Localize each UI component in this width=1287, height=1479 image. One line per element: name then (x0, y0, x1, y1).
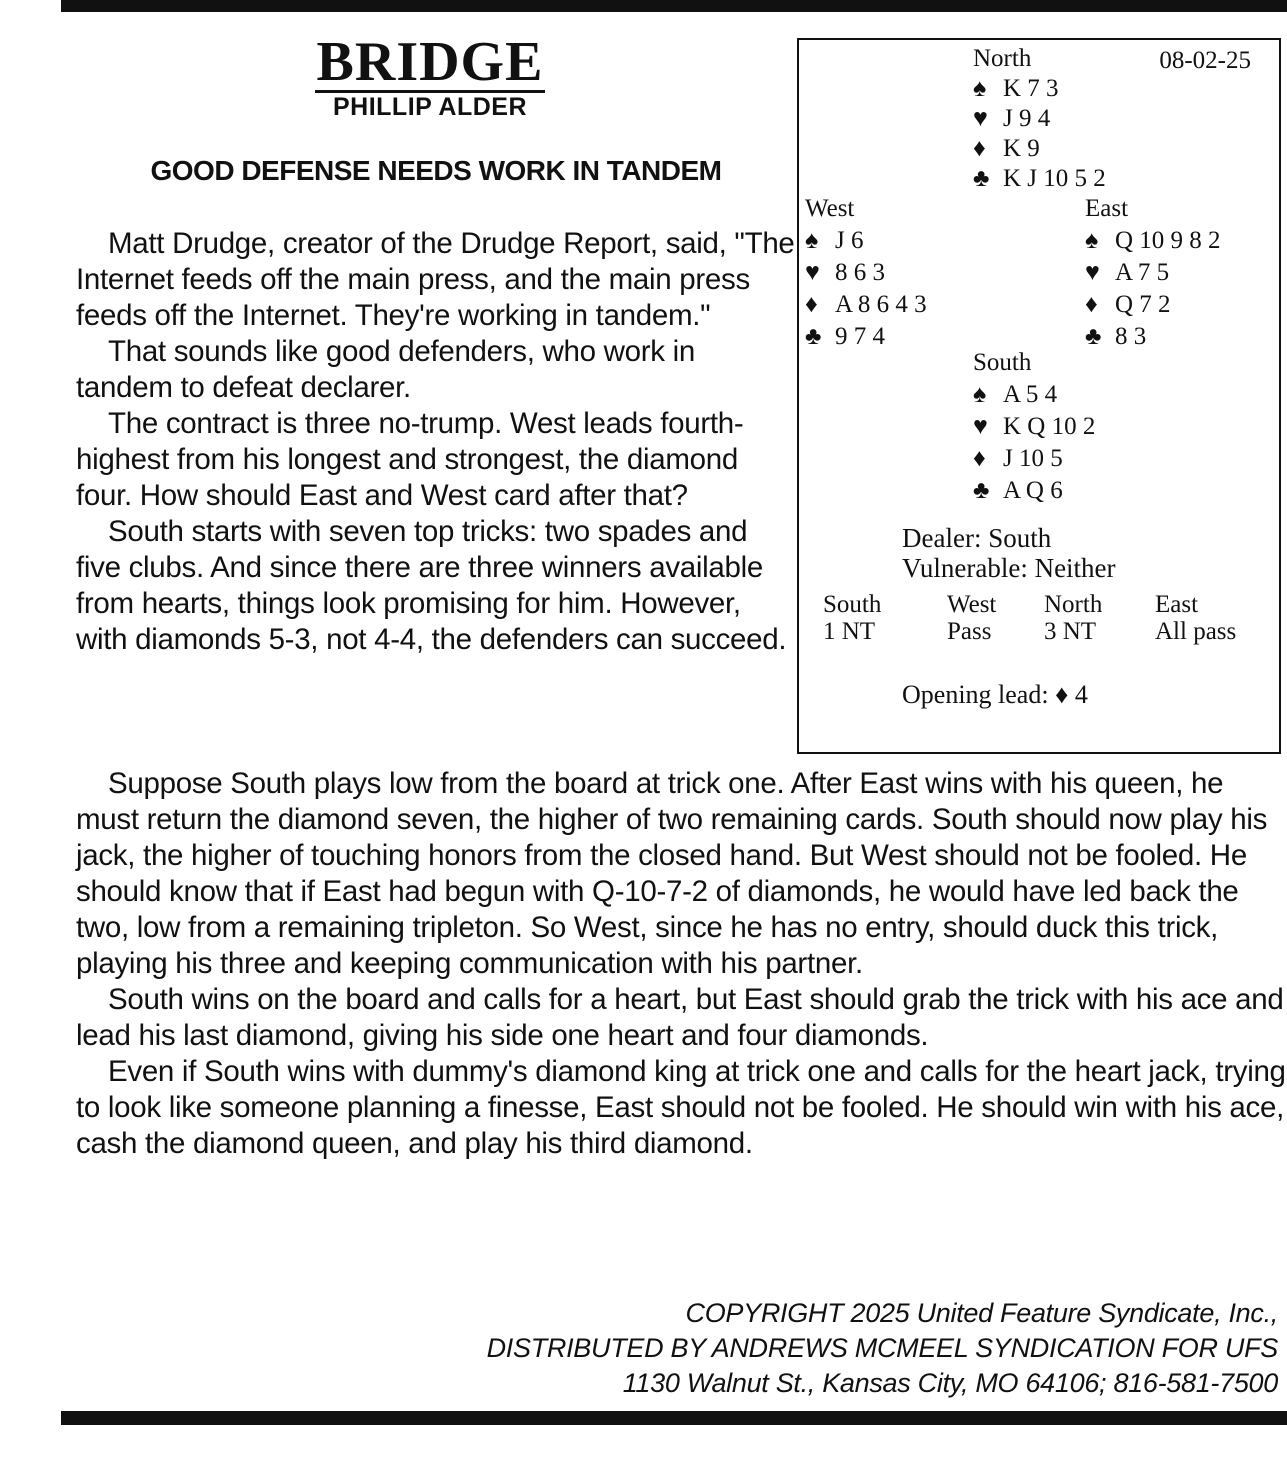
paragraph: South wins on the board and calls for a heart, but East should grab the trick with his ace and lead his last diamond, giving his side one heart and four diamonds. (76, 983, 1284, 1052)
west-label: West (805, 195, 855, 222)
auction-header-south: South (823, 591, 882, 618)
paragraph: That sounds like good defenders, who work in tandem to defeat declarer. (76, 335, 695, 404)
heart-icon: ♥ (973, 413, 988, 440)
paragraph: Even if South wins with dummy's diamond king at trick one and calls for the heart jack, trying to look like someone planning a finesse, East should not be fooled. He should win with his ace, cash the diamond queen, and play his third diamond. (76, 1055, 1286, 1160)
top-rule (61, 0, 1287, 12)
west-hearts: ♥ 8 6 3 (805, 259, 885, 286)
opening-lead: Opening lead: ♦ 4 (902, 680, 1088, 709)
paragraph: The contract is three no-trump. West leads fourth-highest from his longest and strongest, the diamond four. How should East and West card after that? (76, 407, 744, 512)
south-spades: ♠ A 5 4 (973, 381, 1058, 408)
west-spades: ♠ J 6 (805, 227, 864, 254)
article-body-narrow (76, 226, 796, 658)
west-diamonds: ♦ A 8 6 4 3 (805, 291, 927, 318)
north-spades: ♠ K 7 3 (973, 75, 1059, 102)
north-hearts: ♥ J 9 4 (973, 105, 1051, 132)
vulnerability: Vulnerable: Neither (902, 553, 1116, 583)
auction-bid-south: 1 NT (823, 618, 876, 645)
south-diamonds: ♦ J 10 5 (973, 445, 1063, 472)
column-author: PHILLIP ALDER (332, 93, 527, 121)
east-label: East (1085, 195, 1129, 222)
club-icon: ♣ (973, 477, 990, 504)
club-icon: ♣ (805, 323, 822, 350)
article-body-wide (76, 766, 1286, 1162)
south-label: South (973, 349, 1032, 376)
east-diamonds: ♦ Q 7 2 (1085, 291, 1171, 318)
spade-icon: ♠ (1085, 227, 1099, 254)
east-clubs: ♣ 8 3 (1085, 323, 1147, 350)
south-hearts: ♥ K Q 10 2 (973, 413, 1096, 440)
club-icon: ♣ (1085, 323, 1102, 350)
north-label: North (973, 45, 1032, 72)
west-clubs: ♣ 9 7 4 (805, 323, 885, 350)
auction-header-east: East (1155, 591, 1199, 618)
spade-icon: ♠ (973, 75, 987, 102)
diamond-icon: ♦ (805, 291, 818, 318)
heart-icon: ♥ (805, 259, 820, 286)
spade-icon: ♠ (805, 227, 819, 254)
diamond-icon: ♦ (973, 445, 986, 472)
diamond-icon: ♦ (1085, 291, 1098, 318)
footer-line: DISTRIBUTED BY ANDREWS MCMEEL SYNDICATION FOR UFS (486, 1333, 1278, 1363)
footer-line: 1130 Walnut St., Kansas City, MO 64106; 816-581-7500 (622, 1368, 1278, 1398)
auction-bid-north: 3 NT (1044, 618, 1097, 645)
column-title: BRIDGE (316, 31, 544, 93)
auction-header-west: West (947, 591, 997, 618)
auction-bid-west: Pass (947, 618, 992, 645)
diamond-icon: ♦ (973, 135, 986, 162)
paragraph: Matt Drudge, creator of the Drudge Report, said, "The Internet feeds off the main press, and the main press feeds off the Internet. They're working in tandem." (76, 227, 795, 332)
bottom-rule (61, 1411, 1287, 1425)
footer-line: COPYRIGHT 2025 United Feature Syndicate, Inc., (685, 1298, 1278, 1328)
article-headline: GOOD DEFENSE NEEDS WORK IN TANDEM (150, 155, 722, 186)
club-icon: ♣ (973, 165, 990, 192)
dealer: Dealer: South (902, 523, 1052, 553)
heart-icon: ♥ (973, 105, 988, 132)
north-diamonds: ♦ K 9 (973, 135, 1040, 162)
bridge-deal-diagram (797, 38, 1281, 754)
south-clubs: ♣ A Q 6 (973, 477, 1063, 504)
north-clubs: ♣ K J 10 5 2 (973, 165, 1106, 192)
heart-icon: ♥ (1085, 259, 1100, 286)
diamond-icon: ♦ (1055, 680, 1069, 709)
masthead (230, 31, 630, 121)
deal-date: 08-02-25 (1159, 47, 1251, 74)
spade-icon: ♠ (973, 381, 987, 408)
auction-bid-east: All pass (1155, 618, 1237, 645)
paragraph: South starts with seven top tricks: two spades and five clubs. And since there are three winners available from hearts, things look promising for him. However, with diamonds 5-3, not 4-4, the defenders can succeed. (76, 515, 787, 656)
paragraph: Suppose South plays low from the board at trick one. After East wins with his queen, he must return the diamond seven, the higher of two remaining cards. South should now play his jack, the higher of touching honors from the closed hand. But West should not be fooled. He should know that if East had begun with Q-10-7-2 of diamonds, he would have led back the two, low from a remaining tripleton. So West, since he has no entry, should duck this trick, playing his three and keeping communication with his partner. (76, 767, 1268, 980)
copyright-footer (487, 1296, 1278, 1401)
east-hearts: ♥ A 7 5 (1085, 259, 1170, 286)
east-spades: ♠ Q 10 9 8 2 (1085, 227, 1221, 254)
auction-header-north: North (1044, 591, 1103, 618)
